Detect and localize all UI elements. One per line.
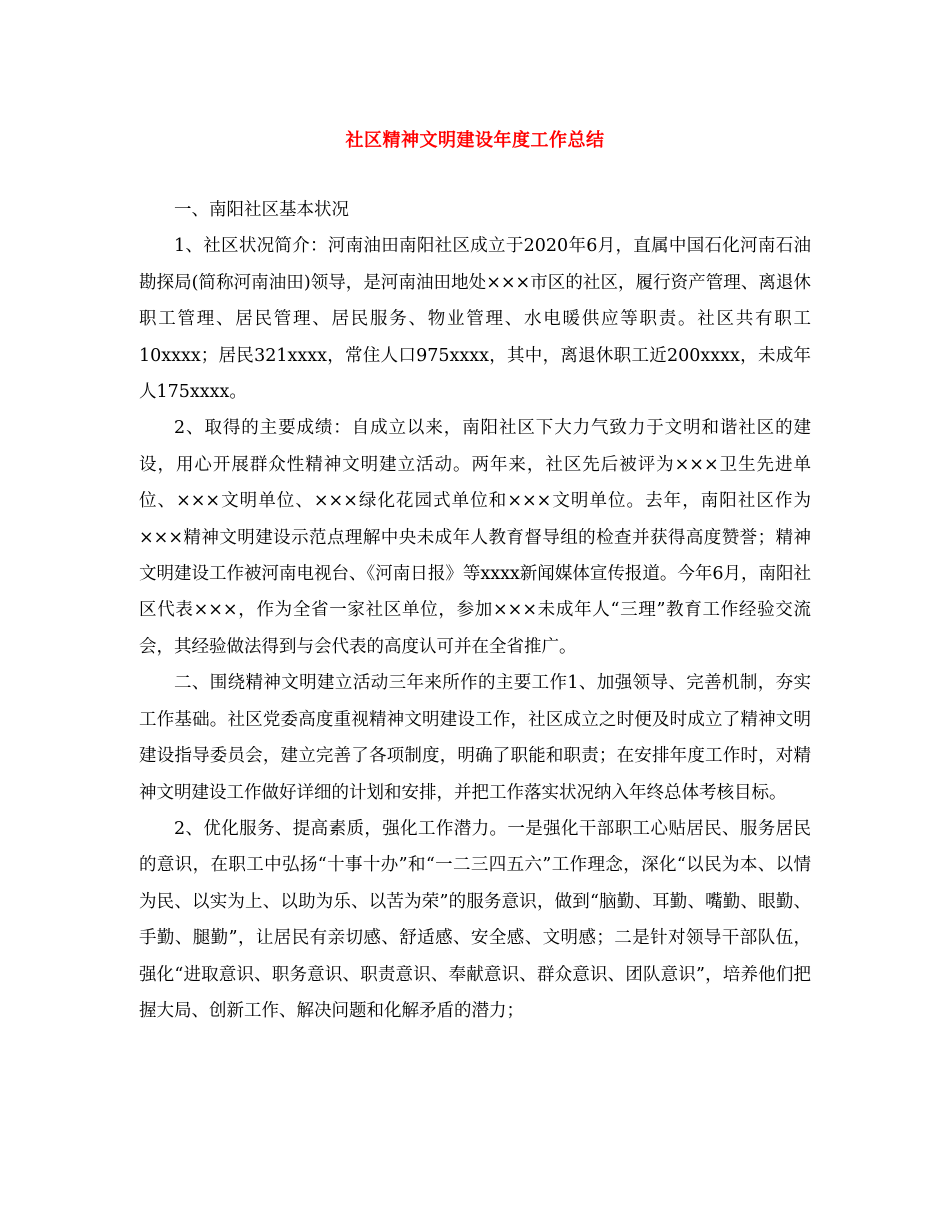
document-title: 社区精神文明建设年度工作总结: [345, 130, 605, 151]
paragraph-section-1-heading: 一、南阳社区基本状况: [174, 200, 349, 220]
paragraph-section-2-leadership: 二、围绕精神文明建立活动三年来所作的主要工作1、加强领导、完善机制，夯实工作基础。社区党委高度重视精神文明建设工作，社区成立之时便及时成立了精神文明建设指导委员会，建立完善了各项制度，明确了职能和职责；在安排年度工作时，对精神文明建设工作做好详细的计划和安排，并把工作落实状况纳入年终总体考核目标。: [139, 673, 811, 803]
document-body: [139, 192, 811, 1029]
paragraph-achievements: 2、取得的主要成绩：自成立以来，南阳社区下大力气致力于文明和谐社区的建设，用心开展群众性精神文明建立活动。两年来，社区先后被评为×××卫生先进单位、×××文明单位、×××绿化花园式单位和×××文明单位。去年，南阳社区作为×××精神文明建设示范点理解中央未成年人教育督导组的检查并获得高度赞誉；精神文明建设工作被河南电视台、《河南日报》等xxxx新闻媒体宣传报道。今年6月，南阳社区代表×××，作为全省一家社区单位，参加×××未成年人“三理”教育工作经验交流会，其经验做法得到与会代表的高度认可并在全省推广。: [139, 418, 811, 657]
paragraph-community-overview: 1、社区状况简介：河南油田南阳社区成立于2020年6月，直属中国石化河南石油勘探局(简称河南油田)领导，是河南油田地处×××市区的社区，履行资产管理、离退休职工管理、居民管理、居民服务、物业管理、水电暖供应等职责。社区共有职工10xxxx；居民321xxxx，常住人口975xxxx，其中，离退休职工近200xxxx，未成年人175xxxx。: [139, 236, 811, 403]
paragraph-service-quality: 2、优化服务、提高素质，强化工作潜力。一是强化干部职工心贴居民、服务居民的意识，在职工中弘扬“十事十办”和“一二三四五六”工作理念，深化“以民为本、以情为民、以实为上、以助为乐、以苦为荣”的服务意识，做到“脑勤、耳勤、嘴勤、眼勤、手勤、腿勤”，让居民有亲切感、舒适感、安全感、文明感；二是针对领导干部队伍，强化“进取意识、职务意识、职责意识、奉献意识、群众意识、团队意识”，培养他们把握大局、创新工作、解决问题和化解矛盾的潜力；: [139, 818, 811, 1021]
